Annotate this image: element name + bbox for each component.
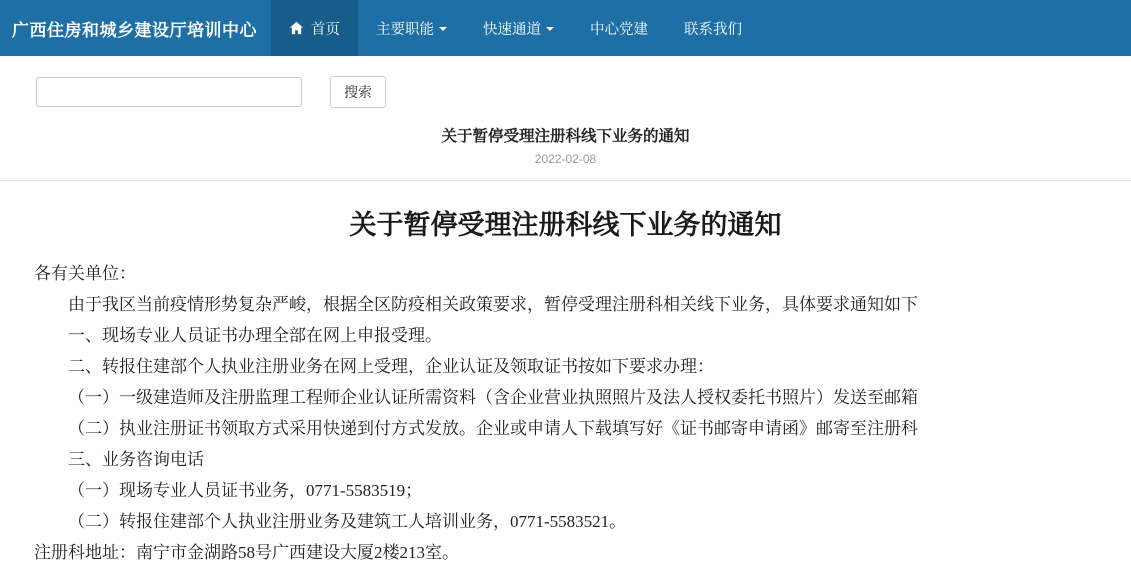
nav-item-contact-us[interactable]	[666, 0, 760, 56]
nav-item-home-label: 首页	[311, 21, 340, 38]
article-paragraph: 二、转报住建部个人执业注册业务在网上受理，企业认证及领取证书按如下要求办理：	[68, 357, 714, 376]
article-paragraph: （二）转报住建部个人执业注册业务及建筑工人培训业务，0771-5583521。	[68, 512, 627, 531]
chevron-down-icon	[439, 27, 447, 31]
nav-items	[271, 0, 760, 56]
site-brand-title: 广西住房和城乡建设厅培训中心	[12, 20, 257, 40]
article	[0, 181, 1131, 568]
search-row	[0, 56, 1131, 126]
article-paragraph: （二）执业注册证书领取方式采用快递到付方式发放。企业或申请人下载填写好《证书邮寄申请函》邮寄至注册科	[68, 419, 918, 438]
article-body	[0, 258, 1131, 568]
nav-item-contact-us-label: 联系我们	[684, 21, 742, 38]
article-paragraph: 一、现场专业人员证书办理全部在网上申报受理。	[68, 326, 442, 345]
article-paragraph: 三、业务咨询电话	[68, 450, 204, 469]
nav-item-quick-access-label: 快速通道	[483, 21, 541, 38]
article-meta-title: 关于暂停受理注册科线下业务的通知	[441, 128, 690, 145]
search-input[interactable]	[36, 77, 302, 107]
article-meta-date: 2022-02-08	[534, 152, 597, 166]
nav-item-home[interactable]	[271, 0, 358, 56]
article-paragraph: （一）现场专业人员证书业务，0771-5583519；	[68, 481, 423, 500]
article-paragraph: 各有关单位：	[34, 264, 136, 283]
article-paragraph: （一）一级建造师及注册监理工程师企业认证所需资料（含企业营业执照照片及法人授权委托书照片）发送至邮箱	[68, 388, 918, 407]
article-paragraph: 由于我区当前疫情形势复杂严峻，根据全区防疫相关政策要求，暂停受理注册科相关线下业务，具体要求通知如下	[68, 295, 918, 314]
home-icon	[289, 21, 304, 35]
nav-item-quick-access[interactable]	[465, 0, 572, 56]
nav-item-main-functions-label: 主要职能	[376, 21, 434, 38]
nav-item-main-functions[interactable]	[358, 0, 465, 56]
top-navigation-bar	[0, 0, 1131, 56]
article-paragraph: 注册科地址：南宁市金湖路58号广西建设大厦2楼213室。	[34, 543, 459, 562]
search-button[interactable]: 搜索	[330, 76, 386, 108]
nav-item-party-building-label: 中心党建	[590, 21, 648, 38]
article-meta	[0, 126, 1131, 180]
nav-item-party-building[interactable]	[572, 0, 666, 56]
chevron-down-icon	[546, 27, 554, 31]
page-title: 关于暂停受理注册科线下业务的通知	[349, 210, 782, 240]
